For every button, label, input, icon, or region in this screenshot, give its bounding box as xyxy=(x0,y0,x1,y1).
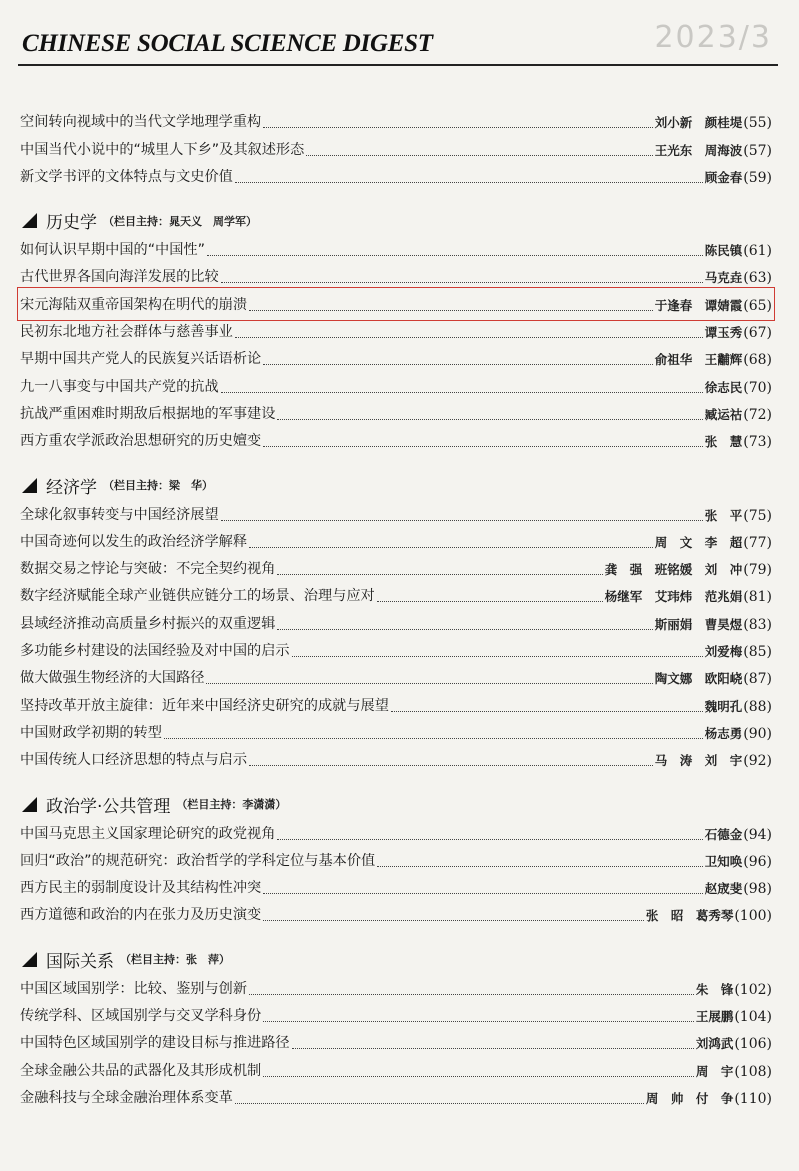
toc-entry[interactable] xyxy=(20,1084,772,1111)
dot-leader xyxy=(249,310,653,311)
entry-page: (88) xyxy=(743,698,772,715)
entry-page: (96) xyxy=(743,853,772,870)
entry-authors: 陈民镇 xyxy=(704,243,743,259)
entry-authors: 臧运祜 xyxy=(704,406,743,422)
entry-title: 古代世界各国向海洋发展的比较 xyxy=(20,269,219,286)
section-heading xyxy=(20,945,772,973)
entry-authors: 周 帅 付 争 xyxy=(645,1090,734,1106)
toc-entry[interactable] xyxy=(20,1056,772,1083)
entry-page: (61) xyxy=(743,243,772,260)
toc-entry[interactable] xyxy=(20,318,772,345)
toc-entry[interactable] xyxy=(20,427,772,454)
entry-title: 数据交易之悖论与突破：不完全契约视角 xyxy=(20,561,276,578)
dot-leader xyxy=(263,127,653,128)
toc-entry[interactable] xyxy=(20,847,772,874)
section-host: （栏目主持：梁 华） xyxy=(103,479,213,493)
entry-page: (70) xyxy=(743,379,772,396)
dot-leader xyxy=(263,446,703,447)
toc-entry[interactable] xyxy=(20,372,772,399)
dot-leader xyxy=(292,656,703,657)
entry-title: 中国奇迹何以发生的政治经济学解释 xyxy=(20,533,248,550)
masthead-rule xyxy=(18,64,778,66)
section-host: （栏目主持：晁天义 周学军） xyxy=(103,214,257,228)
dot-leader xyxy=(263,1021,694,1022)
entry-title: 早期中国共产党人的民族复兴话语析论 xyxy=(20,351,262,368)
entry-authors: 杨志勇 xyxy=(704,725,743,741)
dot-leader xyxy=(263,920,644,921)
toc-section xyxy=(20,108,772,190)
entry-authors: 谭玉秀 xyxy=(704,325,743,341)
entry-authors: 卫知唤 xyxy=(704,853,743,869)
entry-page: (81) xyxy=(743,589,772,606)
toc-entry[interactable] xyxy=(20,874,772,901)
entry-title: 传统学科、区域国别学与交叉学科身份 xyxy=(20,1008,262,1025)
entry-page: (67) xyxy=(743,325,772,342)
section-triangle-icon xyxy=(22,478,37,493)
entry-authors: 王展鹏 xyxy=(695,1009,734,1025)
entry-authors: 周 宇 xyxy=(695,1063,734,1079)
dot-leader xyxy=(263,893,703,894)
entry-authors: 徐志民 xyxy=(704,379,743,395)
entry-authors: 顾金春 xyxy=(704,169,743,185)
toc-entry[interactable] xyxy=(20,819,772,846)
dot-leader xyxy=(377,601,603,602)
toc-entry[interactable] xyxy=(20,528,772,555)
entry-page: (63) xyxy=(743,270,772,287)
toc-section xyxy=(20,471,772,773)
dot-leader xyxy=(391,711,703,712)
toc-entry[interactable] xyxy=(20,236,772,263)
dot-leader xyxy=(277,839,702,840)
dot-leader xyxy=(277,574,602,575)
entry-page: (90) xyxy=(743,725,772,742)
entry-page: (102) xyxy=(734,981,772,998)
entry-title: 西方重农学派政治思想研究的历史嬗变 xyxy=(20,433,262,450)
toc-entry[interactable] xyxy=(20,691,772,718)
entry-title: 中国财政学初期的转型 xyxy=(20,724,162,741)
dot-leader xyxy=(235,182,703,183)
toc-entry[interactable] xyxy=(20,901,772,928)
entry-authors: 刘鸿武 xyxy=(695,1036,734,1052)
entry-page: (92) xyxy=(743,753,772,770)
entry-page: (108) xyxy=(734,1063,772,1080)
toc-entry[interactable] xyxy=(20,664,772,691)
section-heading xyxy=(20,790,772,818)
entry-authors: 斯丽娟 曹昊煜 xyxy=(654,616,743,632)
dot-leader xyxy=(263,1076,694,1077)
entry-title: 中国区域国别学：比较、鉴别与创新 xyxy=(20,980,248,997)
entry-page: (98) xyxy=(743,881,772,898)
entry-authors: 石德金 xyxy=(704,826,743,842)
entry-page: (72) xyxy=(743,406,772,423)
section-name: 国际关系 xyxy=(46,951,114,972)
entry-authors: 周 文 李 超 xyxy=(654,534,743,550)
entry-authors: 王光东 周海波 xyxy=(654,142,743,158)
toc-entry[interactable] xyxy=(20,400,772,427)
dot-leader xyxy=(221,520,703,521)
toc-entry[interactable] xyxy=(20,108,772,135)
dot-leader xyxy=(306,155,652,156)
section-name: 经济学 xyxy=(46,477,97,498)
dot-leader xyxy=(263,364,653,365)
entry-page: (75) xyxy=(743,507,772,524)
entry-title: 新文学书评的文体特点与文史价值 xyxy=(20,168,233,185)
entry-title: 中国马克思主义国家理论研究的政党视角 xyxy=(20,825,276,842)
entry-page: (73) xyxy=(743,434,772,451)
entry-title: 多功能乡村建设的法国经验及对中国的启示 xyxy=(20,643,290,660)
entry-page: (94) xyxy=(743,826,772,843)
entry-page: (77) xyxy=(743,534,772,551)
entry-title: 西方道德和政治的内在张力及历史演变 xyxy=(20,907,262,924)
toc-entry[interactable] xyxy=(20,609,772,636)
entry-page: (104) xyxy=(734,1009,772,1026)
toc-entry[interactable] xyxy=(20,1029,772,1056)
section-name: 政治学·公共管理 xyxy=(46,796,171,817)
entry-authors: 杨继军 艾玮炜 范兆娟 xyxy=(604,589,743,605)
section-host: （栏目主持：张 萍） xyxy=(120,953,230,967)
dot-leader xyxy=(292,1048,694,1049)
entry-page: (87) xyxy=(743,671,772,688)
toc-entry[interactable] xyxy=(20,345,772,372)
entry-authors: 马克垚 xyxy=(704,270,743,286)
table-of-contents xyxy=(20,108,772,1128)
ghost-issue-number: 2023/3 xyxy=(654,20,772,55)
dot-leader xyxy=(249,547,653,548)
entry-title: 数字经济赋能全球产业链供应链分工的场景、治理与应对 xyxy=(20,588,375,605)
entry-title: 中国特色区域国别学的建设目标与推进路径 xyxy=(20,1035,290,1052)
toc-entry[interactable] xyxy=(20,637,772,664)
entry-authors: 陶文娜 欧阳峣 xyxy=(654,671,743,687)
toc-entry[interactable] xyxy=(20,582,772,609)
dot-leader xyxy=(221,392,703,393)
entry-page: (57) xyxy=(743,142,772,159)
entry-authors: 赵宬斐 xyxy=(704,881,743,897)
dot-leader xyxy=(221,282,703,283)
entry-title: 西方民主的弱制度设计及其结构性冲突 xyxy=(20,880,262,897)
entry-page: (68) xyxy=(743,352,772,369)
toc-entry[interactable] xyxy=(20,1002,772,1029)
section-heading xyxy=(20,471,772,499)
dot-leader xyxy=(249,765,653,766)
entry-title: 回归“政治”的规范研究：政治哲学的学科定位与基本价值 xyxy=(20,852,376,869)
entry-title: 如何认识早期中国的“中国性” xyxy=(20,242,205,259)
entry-title: 中国传统人口经济思想的特点与启示 xyxy=(20,752,248,769)
section-host: （栏目主持：李潇潇） xyxy=(176,798,287,812)
entry-authors: 俞祖华 王黼辉 xyxy=(654,352,743,368)
toc-entry[interactable] xyxy=(20,746,772,773)
toc-entry-highlighted[interactable] xyxy=(20,290,772,317)
dot-leader xyxy=(235,337,703,338)
entry-page: (100) xyxy=(734,908,772,925)
entry-title: 宋元海陆双重帝国架构在明代的崩溃 xyxy=(20,296,248,313)
entry-authors: 朱 锋 xyxy=(695,981,734,997)
dot-leader xyxy=(207,255,703,256)
section-triangle-icon xyxy=(22,952,37,967)
entry-page: (59) xyxy=(743,169,772,186)
entry-authors: 刘小新 颜桂堤 xyxy=(654,115,743,131)
toc-section xyxy=(20,945,772,1110)
dot-leader xyxy=(206,683,652,684)
entry-authors: 于逢春 谭婧霞 xyxy=(654,297,743,313)
toc-entry[interactable] xyxy=(20,263,772,290)
section-triangle-icon xyxy=(22,213,37,228)
entry-title: 做大做强生物经济的大国路径 xyxy=(20,670,205,687)
section-heading xyxy=(20,207,772,235)
entry-title: 坚持改革开放主旋律：近年来中国经济史研究的成就与展望 xyxy=(20,697,389,714)
dot-leader xyxy=(277,629,652,630)
entry-title: 全球金融公共品的武器化及其形成机制 xyxy=(20,1062,262,1079)
section-name: 历史学 xyxy=(46,213,97,234)
entry-page: (79) xyxy=(743,562,772,579)
toc-entry[interactable] xyxy=(20,500,772,527)
dot-leader xyxy=(249,994,694,995)
entry-authors: 马 涛 刘 宇 xyxy=(654,753,743,769)
dot-leader xyxy=(277,419,702,420)
journal-title: CHINESE SOCIAL SCIENCE DIGEST xyxy=(22,30,433,57)
entry-authors: 龚 强 班铭媛 刘 冲 xyxy=(604,562,743,578)
toc-section xyxy=(20,207,772,454)
entry-title: 空间转向视域中的当代文学地理学重构 xyxy=(20,114,262,131)
entry-page: (83) xyxy=(743,616,772,633)
entry-page: (85) xyxy=(743,644,772,661)
entry-title: 中国当代小说中的“城里人下乡”及其叙述形态 xyxy=(20,141,305,158)
entry-title: 金融科技与全球金融治理体系变革 xyxy=(20,1089,233,1106)
entry-title: 抗战严重困难时期敌后根据地的军事建设 xyxy=(20,405,276,422)
entry-authors: 张 慧 xyxy=(704,434,743,450)
dot-leader xyxy=(164,738,703,739)
entry-authors: 张 平 xyxy=(704,507,743,523)
entry-authors: 魏明孔 xyxy=(704,698,743,714)
entry-title: 民初东北地方社会群体与慈善事业 xyxy=(20,324,233,341)
section-triangle-icon xyxy=(22,797,37,812)
dot-leader xyxy=(235,1103,644,1104)
entry-title: 县域经济推动高质量乡村振兴的双重逻辑 xyxy=(20,615,276,632)
toc-entry[interactable] xyxy=(20,974,772,1001)
dot-leader xyxy=(377,866,703,867)
toc-entry[interactable] xyxy=(20,135,772,162)
entry-page: (106) xyxy=(734,1036,772,1053)
entry-page: (110) xyxy=(734,1090,772,1107)
toc-entry[interactable] xyxy=(20,163,772,190)
entry-authors: 刘爱梅 xyxy=(704,644,743,660)
toc-section xyxy=(20,790,772,928)
entry-title: 九一八事变与中国共产党的抗战 xyxy=(20,378,219,395)
entry-page: (65) xyxy=(743,297,772,314)
entry-authors: 张 昭 葛秀琴 xyxy=(645,908,734,924)
entry-title: 全球化叙事转变与中国经济展望 xyxy=(20,506,219,523)
entry-page: (55) xyxy=(743,115,772,132)
masthead xyxy=(18,14,778,68)
toc-entry[interactable] xyxy=(20,555,772,582)
toc-entry[interactable] xyxy=(20,719,772,746)
